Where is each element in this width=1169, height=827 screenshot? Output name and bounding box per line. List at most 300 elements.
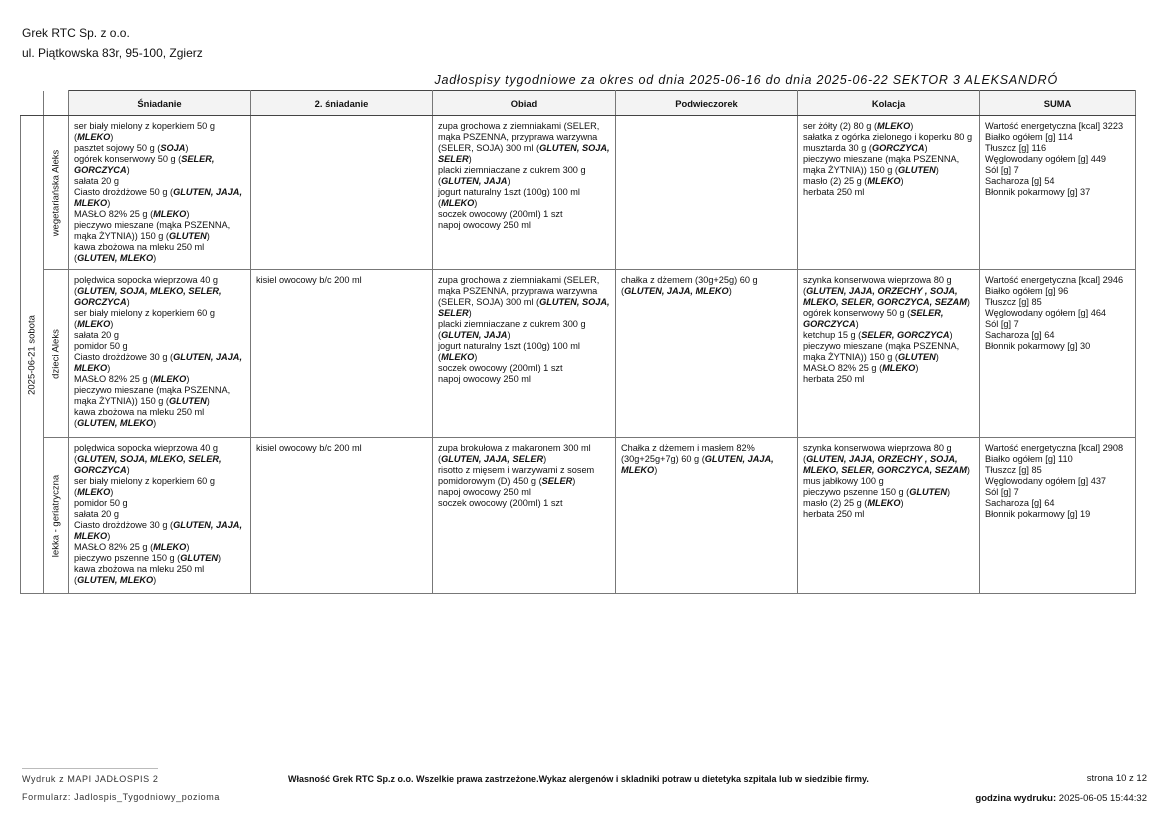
allergen-text: SELER, [181,154,215,164]
menu-text: ) [728,286,732,296]
menu-text: ( [74,487,78,497]
menu-line [803,443,975,454]
allergen-text: MLEKO, SELER, GORCZYCA, SEZAM [803,297,967,307]
menu-line [74,487,246,498]
menu-line [985,154,1131,165]
menu-line [803,363,975,374]
menu-line [803,341,975,352]
menu-line [74,253,246,264]
menu-line [74,341,246,352]
menu-line [74,286,246,297]
menu-text: Węglowodany ogółem [g] 449 [985,154,1107,164]
menu-line [74,498,246,509]
menu-text: ) [855,319,859,329]
allergen-text: GORCZYCA [74,165,127,175]
menu-text: sałata 20 g [74,330,119,340]
diet-label: lekka - geriatryczna [50,474,62,557]
menu-text: ( [621,286,625,296]
menu-line [985,176,1131,187]
menu-text: napoj owocowy 250 ml [438,220,531,230]
menu-line [74,454,246,465]
menu-line [438,363,611,374]
menu-text: ) [474,352,478,362]
menu-line [803,498,975,509]
menu-line [438,143,611,154]
menu-text: ( [803,286,807,296]
menu-text: ) [110,487,114,497]
menu-text: napoj owocowy 250 ml [438,374,531,384]
menu-line [74,363,246,374]
menu-line [803,465,975,476]
allergen-text: SELER, GORCZYCA [861,330,950,340]
allergen-text: MLEKO [441,352,475,362]
allergen-text: GLUTEN, JAJA [441,176,508,186]
menu-text: ) [186,542,190,552]
menu-line [803,374,975,385]
meal-cell [798,438,980,594]
menu-text: pomidorowym (D) 450 g ( [438,476,542,486]
menu-line [438,220,611,231]
menu-line [803,275,975,286]
menu-text: Chałka z dżemem i masłem 82% [621,443,755,453]
menu-text: ( [74,454,78,464]
menu-text: kisiel owocowy b/c 200 ml [256,443,362,453]
menu-text: soczek owocowy (200ml) 1 szt [438,363,563,373]
allergen-text: GLUTEN, MLEKO [77,418,154,428]
allergen-text: GORCZYCA [871,143,925,153]
menu-text: zupa brokułowa z makaronem 300 ml [438,443,591,453]
menu-text: ( [803,454,807,464]
menu-text: (30g+25g+7g) 60 g ( [621,454,705,464]
menu-line [803,143,975,154]
allergen-text: MLEKO [77,319,111,329]
menu-text: ) [966,465,970,475]
menu-line [985,465,1131,476]
allergen-text: GLUTEN [180,553,219,563]
menu-line [985,121,1131,132]
company-name: Grek RTC Sp. z o.o. [22,26,130,40]
menu-line [985,487,1131,498]
diet-cell [44,438,69,594]
menu-line [74,443,246,454]
menu-table [20,90,1136,594]
menu-text: Białko ogółem [g] 96 [985,286,1069,296]
menu-line [74,385,246,396]
menu-text: musztarda 30 g ( [803,143,872,153]
meal-cell [433,116,616,270]
menu-text: masło (2) 25 g ( [803,498,868,508]
menu-line [256,443,428,454]
menu-line [74,176,246,187]
menu-text: MASŁO 82% 25 g ( [74,374,154,384]
menu-line [985,308,1131,319]
allergen-text: MLEKO [882,363,916,373]
menu-text: Białko ogółem [g] 110 [985,454,1073,464]
allergen-text: GORCZYCA [803,319,856,329]
allergen-text: SOJA [160,143,186,153]
menu-text: Ciasto drożdżowe 30 g ( [74,352,174,362]
menu-text: sałata 20 g [74,509,119,519]
menu-line [985,498,1131,509]
menu-text: ) [900,176,904,186]
header-row [21,91,1136,116]
allergen-text: GLUTEN, MLEKO [77,575,154,585]
menu-line [438,454,611,465]
document-title-wrap [0,73,1169,87]
menu-text: ( [438,352,442,362]
menu-text: Błonnik pokarmowy [g] 30 [985,341,1091,351]
menu-text: mąka ŻYTNIA)) 150 g ( [74,231,169,241]
menu-text: herbata 250 ml [803,374,865,384]
allergen-text: GLUTEN [168,396,207,406]
menu-text: (SELER, SOJA) 300 ml ( [438,297,540,307]
menu-text: ser biały mielony z koperkiem 50 g [74,121,215,131]
menu-text: Węglowodany ogółem [g] 464 [985,308,1107,318]
menu-text: zupa grochowa z ziemniakami (SELER, [438,275,600,285]
menu-text: Sól [g] 7 [985,319,1019,329]
allergen-text: MLEKO, SELER, GORCZYCA, SEZAM [803,465,967,475]
menu-text: polędwica sopocka wieprzowa 40 g [74,443,219,453]
nutrition-cell [980,116,1136,270]
menu-text: ) [107,363,111,373]
page-number: strona 10 z 12 [1086,773,1147,784]
menu-line [74,319,246,330]
menu-text: MASŁO 82% 25 g ( [74,209,154,219]
footer-divider [22,768,158,769]
allergen-text: MLEKO [74,198,108,208]
menu-text: Sacharoza [g] 54 [985,176,1055,186]
menu-line [74,396,246,407]
menu-line [985,454,1131,465]
menu-line [803,187,975,198]
menu-text: Ciasto drożdżowe 50 g ( [74,187,174,197]
menu-line [74,509,246,520]
menu-text: kawa zbożowa na mleku 250 ml [74,564,205,574]
menu-text: ( [74,253,78,263]
menu-text: kawa zbożowa na mleku 250 ml [74,407,205,417]
menu-text: ) [949,330,953,340]
menu-line [74,187,246,198]
menu-text: ) [935,352,939,362]
menu-line [985,187,1131,198]
diet-label: dzieci Aleks [50,328,62,379]
menu-line [621,443,793,454]
menu-text: pieczywo pszenne 150 g ( [74,553,181,563]
allergen-text: GLUTEN, JAJA, [173,520,242,530]
menu-text: ) [107,531,111,541]
menu-text: ) [185,143,189,153]
allergen-text: GLUTEN [909,487,948,497]
header-blank-diet [44,91,69,116]
menu-text: ) [110,132,114,142]
allergen-text: MLEKO [867,498,901,508]
menu-line [803,319,975,330]
allergen-text: SELER, [910,308,944,318]
menu-text: soczek owocowy (200ml) 1 szt [438,209,563,219]
menu-line [438,165,611,176]
allergen-text: MLEKO [153,374,187,384]
menu-line [74,330,246,341]
menu-text: ( [74,418,78,428]
menu-text: jogurt naturalny 1szt (100g) 100 ml [438,187,580,197]
menu-text: Sacharoza [g] 64 [985,330,1055,340]
meal-cell [69,116,251,270]
menu-text: ( [74,132,78,142]
meal-cell [616,270,798,438]
menu-line [621,465,793,476]
menu-line [438,330,611,341]
menu-text: Błonnik pokarmowy [g] 19 [985,509,1091,519]
menu-line [985,330,1131,341]
menu-text: ) [153,575,157,585]
menu-line [74,121,246,132]
menu-line [438,297,611,308]
meal-cell [798,270,980,438]
menu-line [803,286,975,297]
diet-label: wegetariańska Aleks [50,149,62,236]
menu-text: pieczywo pszenne 150 g ( [803,487,910,497]
allergen-text: MLEKO [74,363,108,373]
menu-line [803,176,975,187]
menu-line [803,454,975,465]
menu-text: zupa grochowa z ziemniakami (SELER, [438,121,600,131]
menu-line [985,275,1131,286]
menu-text: Wartość energetyczna [kcal] 2908 [985,443,1124,453]
diet-cell [44,270,69,438]
menu-line [985,476,1131,487]
menu-line [74,220,246,231]
menu-text: Tłuszcz [g] 85 [985,297,1042,307]
menu-line [985,319,1131,330]
menu-text: ( [74,575,78,585]
menu-line [803,121,975,132]
menu-line [803,509,975,520]
column-header-kolacja: Kolacja [798,91,980,116]
allergen-text: MLEKO [877,121,911,131]
menu-text: ) [206,231,210,241]
allergen-text: GLUTEN, JAJA [441,330,508,340]
menu-line [438,154,611,165]
menu-line [803,132,975,143]
menu-text: ) [572,476,576,486]
menu-text: ) [153,253,157,263]
meal-cell [798,116,980,270]
menu-line [803,330,975,341]
menu-text: pomidor 50 g [74,498,128,508]
menu-line [74,143,246,154]
allergen-text: MLEKO [441,198,475,208]
allergen-text: MLEKO [77,487,111,497]
menu-line [74,198,246,209]
menu-text: Tłuszcz [g] 85 [985,465,1042,475]
menu-line [74,154,246,165]
menu-line [803,352,975,363]
menu-text: pieczywo mieszane (mąka PSZENNA, [74,385,231,395]
menu-text: polędwica sopocka wieprzowa 40 g [74,275,219,285]
menu-text: ) [126,297,130,307]
menu-text: ) [468,154,472,164]
menu-line [438,198,611,209]
nutrition-cell [980,270,1136,438]
allergen-text: MLEKO [867,176,901,186]
meal-cell [616,438,798,594]
menu-text: pieczywo mieszane (mąka PSZENNA, [803,341,960,351]
header-blank-date [21,91,44,116]
menu-text: ) [153,418,157,428]
menu-text: ( [74,286,78,296]
column-header-podwieczorek: Podwieczorek [616,91,798,116]
meal-cell [69,438,251,594]
menu-line [74,465,246,476]
menu-line [438,275,611,286]
menu-text: ( [74,319,78,329]
menu-text: ) [186,374,190,384]
menu-line [438,209,611,220]
menu-line [438,487,611,498]
company-address: ul. Piątkowska 83r, 95-100, Zgierz [22,46,203,60]
footer-copyright: Własność Grek RTC Sp.z o.o. Wszelkie prawa zastrzeżone.Wykaz alergenów i skladniki potraw u dietetyka szpitala lub w siedzibie firmy. [288,774,869,784]
menu-line [985,132,1131,143]
meal-cell [251,270,433,438]
document-title: Jadłospisy tygodniowe za okres od dnia 2025-06-16 do dnia 2025-06-22 SEKTOR 3 ALEKSANDRÓ [434,73,1058,87]
menu-text: masło (2) 25 g ( [803,176,868,186]
menu-line [985,341,1131,352]
allergen-text: MLEKO [153,542,187,552]
menu-text: ) [126,465,130,475]
company-header [22,23,203,63]
menu-text: ketchup 15 g ( [803,330,862,340]
menu-text: ) [900,498,904,508]
meal-cell [616,116,798,270]
diet-cell [44,116,69,270]
menu-line [74,132,246,143]
menu-line [803,154,975,165]
menu-line [438,187,611,198]
menu-line [74,297,246,308]
menu-line [985,165,1131,176]
menu-line [438,286,611,297]
allergen-text: GLUTEN, MLEKO [77,253,154,263]
allergen-text: GLUTEN, SOJA, [539,143,610,153]
menu-text: ) [110,319,114,329]
footer-form: Formularz: Jadlospis_Tygodniowy_pozioma [22,792,220,802]
menu-text: ) [218,553,222,563]
menu-text: pasztet sojowy 50 g ( [74,143,161,153]
menu-line [74,418,246,429]
allergen-text: GLUTEN, SOJA, MLEKO, SELER, [77,454,222,464]
menu-text: pieczywo mieszane (mąka PSZENNA, [803,154,960,164]
menu-text: ogórek konserwowy 50 g ( [803,308,911,318]
menu-text: szynka konserwowa wieprzowa 80 g [803,443,952,453]
menu-text: pieczywo mieszane (mąka PSZENNA, [74,220,231,230]
column-header-drugie-sniadanie: 2. śniadanie [251,91,433,116]
menu-text: Wartość energetyczna [kcal] 3223 [985,121,1124,131]
menu-text: Sól [g] 7 [985,487,1019,497]
allergen-text: GLUTEN, SOJA, [539,297,610,307]
menu-text: ( [438,198,442,208]
menu-text: placki ziemniaczane z cukrem 300 g [438,319,586,329]
menu-text: ) [924,143,928,153]
menu-line [803,476,975,487]
menu-line [438,319,611,330]
menu-text: ) [206,396,210,406]
menu-text: Błonnik pokarmowy [g] 37 [985,187,1091,197]
allergen-text: GLUTEN, JAJA, ORZECHY , SOJA, [806,286,958,296]
menu-text: Ciasto drożdżowe 30 g ( [74,520,174,530]
menu-line [438,121,611,132]
menu-text: Węglowodany ogółem [g] 437 [985,476,1107,486]
menu-line [74,374,246,385]
allergen-text: SELER [438,154,469,164]
menu-text: ser biały mielony z koperkiem 60 g [74,308,215,318]
meal-cell [251,116,433,270]
menu-line [438,352,611,363]
allergen-text: GLUTEN, JAJA, ORZECHY , SOJA, [806,454,958,464]
allergen-text: GLUTEN [168,231,207,241]
menu-text: ) [468,308,472,318]
menu-text: Tłuszcz [g] 116 [985,143,1047,153]
menu-text: jogurt naturalny 1szt (100g) 100 ml [438,341,580,351]
menu-text: mąka PSZENNA, przyprawa warzywna [438,132,598,142]
menu-text: ) [543,454,547,464]
menu-text: ) [507,330,511,340]
menu-text: ) [947,487,951,497]
menu-line [74,564,246,575]
menu-line [74,209,246,220]
column-header-suma: SUMA [980,91,1136,116]
menu-text: Białko ogółem [g] 114 [985,132,1073,142]
table-row [21,270,1136,438]
menu-text: Wartość energetyczna [kcal] 2946 [985,275,1124,285]
menu-text: herbata 250 ml [803,509,865,519]
allergen-text: GLUTEN, JAJA, MLEKO [624,286,729,296]
menu-text: (SELER, SOJA) 300 ml ( [438,143,540,153]
menu-line [621,286,793,297]
allergen-text: GLUTEN [897,352,936,362]
meal-cell [251,438,433,594]
menu-line [74,531,246,542]
meal-cell [433,270,616,438]
menu-text: sałatka z ogórka zielonego i koperku 80 g [803,132,973,142]
menu-text: ) [474,198,478,208]
print-time [975,793,1147,804]
allergen-text: SELER [438,308,469,318]
allergen-text: MLEKO [621,465,655,475]
menu-line [74,542,246,553]
allergen-text: GLUTEN, JAJA, [173,352,242,362]
menu-line [438,341,611,352]
menu-line [438,465,611,476]
menu-text: ( [438,330,442,340]
allergen-text: SELER [541,476,573,486]
menu-line [985,286,1131,297]
menu-line [438,443,611,454]
allergen-text: GORCZYCA [74,297,127,307]
menu-line [74,352,246,363]
menu-text: kawa zbożowa na mleku 250 ml [74,242,205,252]
allergen-text: GLUTEN, JAJA, SELER [441,454,544,464]
menu-text: ) [966,297,970,307]
menu-text: ) [107,198,111,208]
menu-line [803,487,975,498]
menu-text: ) [910,121,914,131]
menu-text: placki ziemniaczane z cukrem 300 g [438,165,586,175]
table-row [21,116,1136,270]
menu-text: pomidor 50 g [74,341,128,351]
menu-line [438,374,611,385]
menu-text: mąka ŻYTNIA)) 150 g ( [74,396,169,406]
menu-line [74,520,246,531]
